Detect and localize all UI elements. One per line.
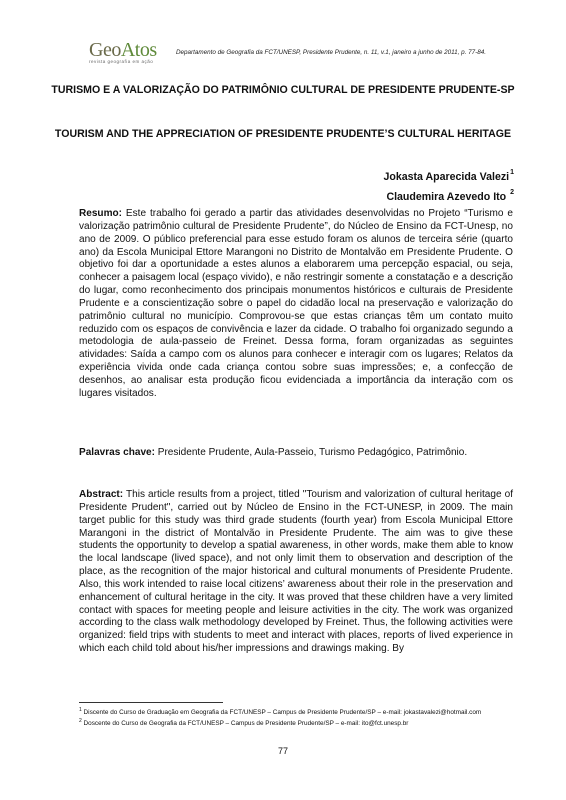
author-1 <box>383 165 514 185</box>
title-english: TOURISM AND THE APPRECIATION OF PRESIDENTE PRUDENTE’S CULTURAL HERITAGE <box>54 128 512 140</box>
footnote-mark: 2 <box>510 189 514 196</box>
abstract-label: Abstract: <box>79 489 124 500</box>
keywords-text: Presidente Prudente, Aula-Passeio, Turismo Pedagógico, Patrimônio. <box>154 447 468 458</box>
author-2 <box>383 185 514 205</box>
author-name: Jokasta Aparecida Valezi <box>383 171 510 183</box>
footnote-mark: 1 <box>510 169 514 176</box>
geoatos-logo <box>89 40 157 64</box>
footnote-divider <box>79 702 223 703</box>
logo-tagline: revista geografia em ação <box>89 59 154 64</box>
abstract-text: This article results from a project, titled "Tourism and valorization of cultural heritage of Presidente Prudent", carried out by Núcleo de Ensino in the FCT-UNESP, in 2009. The main target public for this study was third grade students (fourth year) from Escola Municipal Ettore Marangoni in the district of Montalvão in Presidente Prudente. The aim was to give these students the opportunity to develop a spatial awareness, in other words, make them able to know the local landscape (lived space), and not only limit them to observation and description of the place, as the recognition of the major historical and cultural monuments of Presidente Prudente. Also, this work intended to raise local citizens’ awareness about their role in the preservation and enhancement of cultural heritage in the city. It was proved that these children have a very limited contact with spaces for meeting people and leisure activities in the city. The work was organized according to the class walk methodology developed by Freinet. Thus, the following activities were organized: field trips with students to meet and interact with places, reports of lived experience in which each child told about his/her impressions and drawings making. By <box>79 489 513 655</box>
footnote-number: 1 <box>79 707 82 713</box>
resumo-label: Resumo: <box>79 208 122 219</box>
footnote-number: 2 <box>79 718 82 725</box>
footnotes <box>79 706 513 728</box>
author-list <box>383 165 514 205</box>
footnote-2 <box>79 717 513 728</box>
logo-text-atos: Atos <box>120 39 157 61</box>
page-number: 77 <box>277 746 288 756</box>
abstract-paragraph <box>79 489 513 656</box>
footnote-text: Doscente do Curso de Geografia da FCT/UNESP – Campus de Presidente Prudente/SP – e-mail: ito@fct.unesp.br <box>81 720 409 728</box>
journal-citation: Departamento de Geografia da FCT/UNESP, Presidente Prudente, n. 11, v.1, janeiro a junho de 2011, p. 77-84. <box>176 49 487 56</box>
footnote-1 <box>79 706 513 717</box>
author-name: Claudemira Azevedo Ito <box>386 191 507 203</box>
title-portuguese: TURISMO E A VALORIZAÇÃO DO PATRIMÔNIO CULTURAL DE PRESIDENTE PRUDENTE-SP <box>51 84 515 96</box>
keywords-paragraph <box>79 447 513 460</box>
journal-header <box>89 40 509 70</box>
resumo-text: Este trabalho foi gerado a partir das atividades desenvolvidas no Projeto “Turismo e valorização patrimônio cultural de Presidente Prudente”, do Núcleo de Ensino da FCT-Unesp, no ano de 2009. O público preferencial para esse estudo foram os alunos de terceira série (quarto ano) da Escola Municipal Ettore Marangoni no Distrito de Montalvão em Presidente Prudente. O objetivo foi dar a oportunidade a estes alunos a elaborarem uma percepção espacial, ou seja, conhecer a paisagem local (espaço vivido), e não restringir somente a constatação e a descrição do lugar, como reconhecimento dos principais monumentos históricos e culturais de Presidente Prudente e a conscientização sobre o papel do cidadão local na preservação e valorização do patrimônio cultural no município. Comprovou-se que estas crianças têm um contato muito reduzido com os espaços de convivência e lazer da cidade. O trabalho foi organizado segundo a metodologia de aula-passeio de Freinet. Dessa forma, foram organizadas as seguintes atividades: Saída a campo com os alunos para conhecer e interagir com os lugares; Relatos da experiência vivida onde cada criança contou sobre suas impressões; e, a confecção de desenhos, ao analisar esta produção ficou evidenciada a importância da interação com os lugares visitados. <box>79 208 513 399</box>
footnote-text: Discente do Curso de Graduação em Geografia da FCT/UNESP – Campus de Presidente Prudente/SP – e-mail: jokastavalezi@hotmail.com <box>81 709 482 717</box>
keywords-label: Palavras chave: <box>79 447 155 458</box>
logo-text-geo: Geo <box>89 39 121 61</box>
resumo-paragraph <box>79 208 513 401</box>
